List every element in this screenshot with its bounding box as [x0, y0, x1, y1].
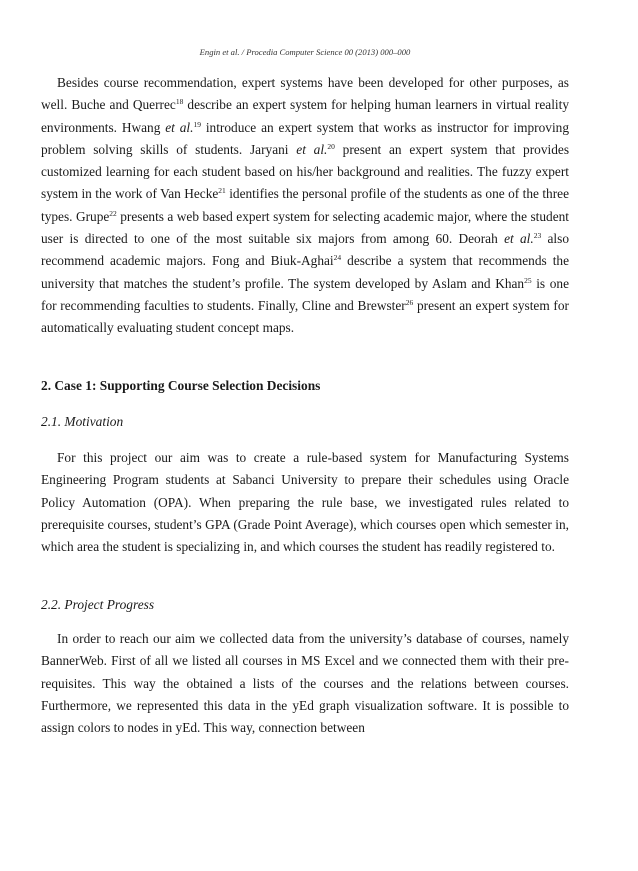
body-paragraph: For this project our aim was to create a rule-based system for Manufacturing Systems Engineering Program students at Sabanci University to prepare their schedules using Oracle Policy Automation (OPA). When preparing the rule base, we investigated rules related to prerequisite courses, student’s GPA (Grade Point Average), which courses open which semester in, which area the student is specializing in, and which courses the student has readily registered to. [41, 450, 569, 555]
paragraph-motivation [41, 447, 569, 558]
citation-ref-25: 25 [524, 275, 532, 285]
paragraph-expert-systems [41, 72, 569, 340]
et-al: et al. [296, 141, 328, 157]
et-al: et al. [504, 231, 534, 247]
citation-ref-24: 24 [333, 253, 342, 263]
citation-ref-26: 26 [405, 297, 414, 307]
citation-ref-23: 23 [533, 231, 542, 241]
paragraph-project-progress [41, 628, 569, 739]
citation-ref-22: 22 [109, 208, 117, 218]
citation-ref-19: 19 [193, 119, 201, 129]
subsection-heading-motivation: 2.1. Motivation [41, 414, 124, 429]
section-heading-case1: 2. Case 1: Supporting Course Selection Decisions [41, 378, 321, 393]
citation-ref-18: 18 [175, 97, 184, 107]
running-head: Engin et al. / Procedia Computer Science 00 (2013) 000–000 [199, 47, 411, 57]
citation-ref-20: 20 [327, 141, 335, 151]
citation-ref-21: 21 [218, 186, 226, 196]
body-paragraph: In order to reach our aim we collected data from the university’s database of courses, namely BannerWeb. First of all we listed all courses in MS Excel and we connected them with their pre-requisites. This way the obtained a lists of the courses and the relations between courses. Furthermore, we represented this data in the yEd graph visualization software. It is possible to assign colors to nodes in yEd. This way, connection between [41, 631, 569, 736]
et-al: et al. [165, 119, 194, 135]
subsection-heading-project-progress: 2.2. Project Progress [41, 597, 155, 612]
body-paragraph: Besides course recommendation, expert systems have been developed for other purposes, as well. Buche and Querrec$^{18}$ describe an expert system for helping human learners in virtual reality environments. Hwang et al.$^{19}$ introduce an expert system that works as instructor for improving problem solving skills of students. Jaryani et al.$^{20}$ present an expert system that provides customized learning for each student based on his/her background and realities. The fuzzy expert system in the work of Van Hecke$^{21}$ identifies the personal profile of the students as one of the three types. Grupe$^{22}$ presents a web based expert system for selecting academic major, where the student user is directed to one of the most suitable six majors from among 60. Deorah et al.$^{23}$ also recommend academic majors. Fong and Biuk-Aghai$^{24}$ describe a system that recommends the university that matches the student’s profile. The system developed by Aslam and Khan$^{25}$ is one for recommending faculties to students. Finally, Cline and Brewster$^{26}$ present an expert system for automatically evaluating student concept maps. [41, 75, 570, 336]
